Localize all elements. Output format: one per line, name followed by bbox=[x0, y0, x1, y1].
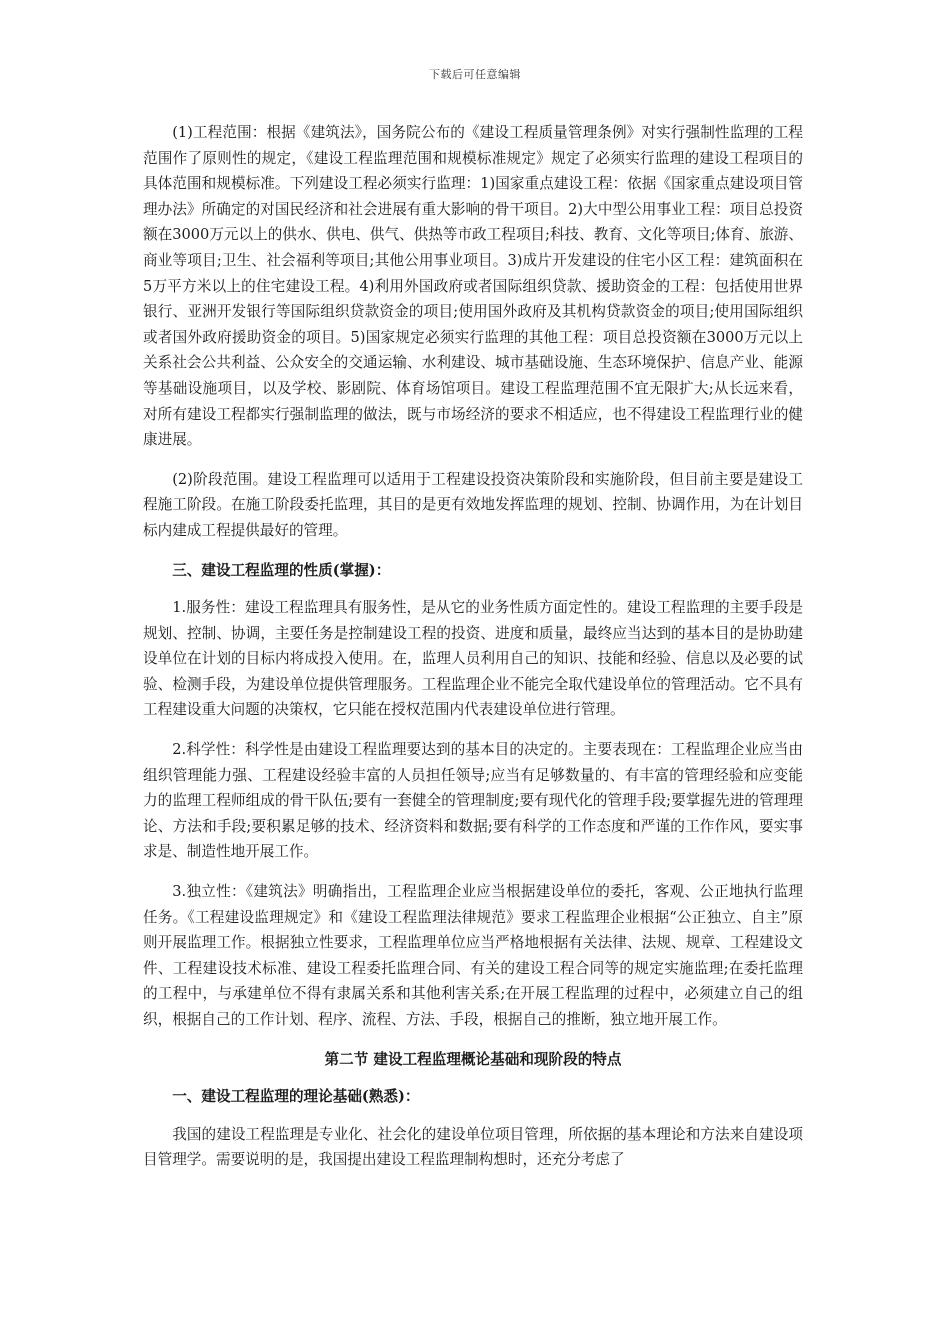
paragraph-science: 2.科学性：科学性是由建设工程监理要达到的基本目的决定的。主要表现在：工程监理企业应当由组织管理能力强、工程建设经验丰富的人员担任领导;应当有足够数量的、有丰富的管理经验和应变能力的监理工程师组成的骨干队伍;要有一套健全的管理制度;要有现代化的管理手段;要掌握先进的管理理论、方法和手段;要积累足够的技术、经济资料和数据;要有科学的工作态度和严谨的工作作风，要实事求是、制造性地开展工作。 bbox=[143, 741, 803, 861]
document-body bbox=[143, 120, 803, 1187]
heading-nature: 三、建设工程监理的性质(掌握)： bbox=[172, 561, 391, 579]
heading-theory: 一、建设工程监理的理论基础(熟悉)： bbox=[172, 1088, 420, 1106]
section-title: 第二节 建设工程监理概论基础和现阶段的特点 bbox=[324, 1050, 622, 1068]
paragraph-service: 1.服务性：建设工程监理具有服务性，是从它的业务性质方面定性的。建设工程监理的主要手段是规划、控制、协调，主要任务是控制建设工程的投资、进度和质量，最终应当达到的基本目的是协助建设单位在计划的目标内将成投入使用。在，监理人员利用自己的知识、技能和经验、信息以及必要的试验、检测手段，为建设单位提供管理服务。工程监理企业不能完全取代建设单位的管理活动。它不具有工程建设重大问题的决策权，它只能在授权范围内代表建设单位进行管理。 bbox=[143, 599, 803, 719]
paragraph-engineering-scope: (1)工程范围：根据《建筑法》，国务院公布的《建设工程质量管理条例》对实行强制性监理的工程范围作了原则性的规定，《建设工程监理范围和规模标准规定》规定了必须实行监理的建设工程项目的具体范围和规模标准。下列建设工程必须实行监理：1)国家重点建设工程：依据《国家重点建设项目管理办法》所确定的对国民经济和社会进展有重大影响的骨干项目。2)大中型公用事业工程：项目总投资额在3000万元以上的供水、供电、供气、供热等市政工程项目;科技、教育、文化等项目;体育、旅游、商业等项目;卫生、社会福利等项目;其他公用事业项目。3)成片开发建设的住宅小区工程：建筑面积在5万平方米以上的住宅建设工程。4)利用外国政府或者国际组织贷款、援助资金的工程：包括使用世界银行、亚洲开发银行等国际组织贷款资金的项目;使用国外政府及其机构贷款资金的项目;使用国际组织或者国外政府援助资金的项目。5)国家规定必须实行监理的其他工程：项目总投资额在3000万元以上关系社会公共利益、公众安全的交通运输、水利建设、城市基础设施、生态环境保护、信息产业、能源等基础设施项目，以及学校、影剧院、体育场馆项目。建设工程监理范围不宜无限扩大;从长远来看，对所有建设工程都实行强制监理的做法，既与市场经济的要求不相适应，也不得建设工程监理行业的健康进展。 bbox=[143, 124, 803, 449]
paragraph-independence: 3.独立性：《建筑法》明确指出，工程监理企业应当根据建设单位的委托，客观、公正地执行监理任务。《工程建设监理规定》和《建设工程监理法律规范》要求工程监理企业根据“公正独立、自主”原则开展监理工作。根据独立性要求，工程监理单位应当严格地根据有关法律、法规、规章、工程建设文件、工程建设技术标准、建设工程委托监理合同、有关的建设工程合同等的规定实施监理;在委托监理的工程中，与承建单位不得有隶属关系和其他利害关系;在开展工程监理的过程中，必须建立自己的组织，根据自己的工作计划、程序、流程、方法、手段，根据自己的推断，独立地开展工作。 bbox=[143, 883, 803, 1028]
page-header: 下载后可任意编辑 bbox=[429, 68, 521, 81]
paragraph-phase-scope: (2)阶段范围。建设工程监理可以适用于工程建设投资决策阶段和实施阶段，但目前主要是建设工程施工阶段。在施工阶段委托监理，其目的是更有效地发挥监理的规划、控制、协调作用，为在计划目标内建成工程提供最好的管理。 bbox=[143, 470, 803, 539]
paragraph-theory: 我国的建设工程监理是专业化、社会化的建设单位项目管理，所依据的基本理论和方法来自建设项目管理学。需要说明的是，我国提出建设工程监理制构想时，还充分考虑了 bbox=[143, 1125, 803, 1169]
